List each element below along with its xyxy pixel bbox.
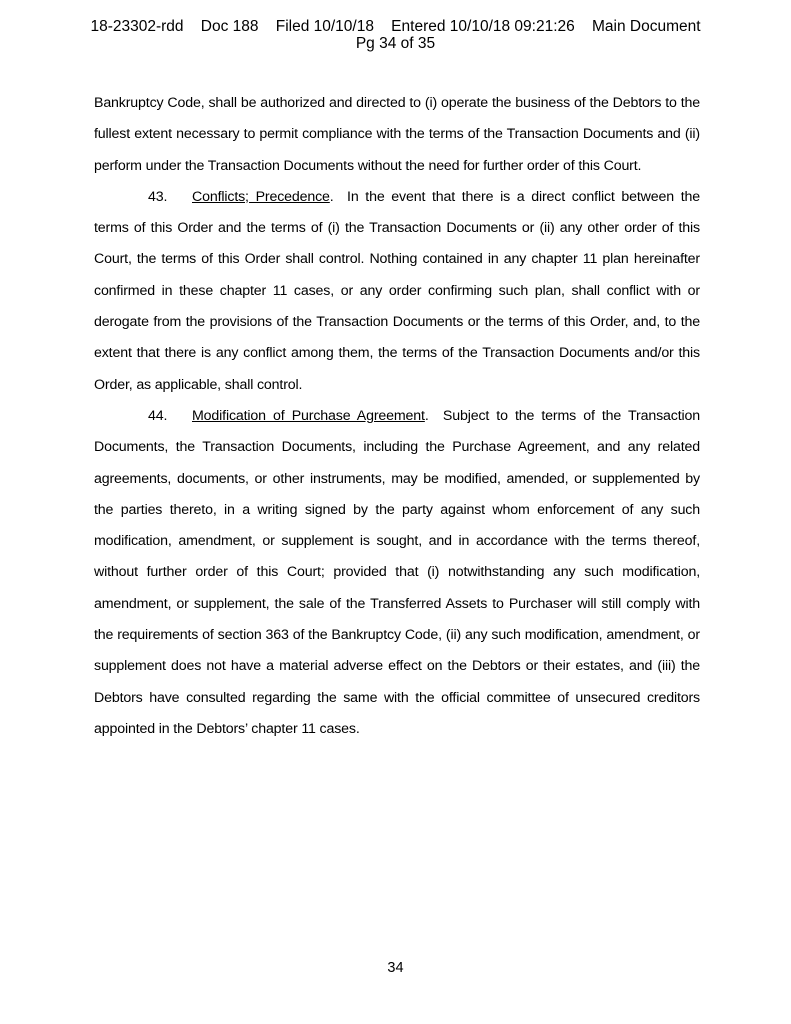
page-number: 34 [387, 960, 404, 976]
paragraph-text: In the event that there is a direct conflict between the terms of this Order and the terms of (i) the Transaction Documents or (ii) any other order of this Court, the terms of this Order shall control. Nothing contained in any chapter 11 plan hereinafter confirmed in these chapter 11 cases, or any order confirming such plan, shall conflict with or derogate from the provisions of the Transaction Documents or the terms of this Order, and, to the extent that there is any conflict among them, the terms of the Transaction Documents and/or this Order, as applicable, shall control. [94, 188, 700, 393]
paragraph-number: 43. [148, 188, 168, 205]
paragraph-text: Subject to the terms of the Transaction Documents, the Transaction Documents, including the Purchase Agreement, and any related agreements, documents, or other instruments, may be modified, amended, or supplemented by the parties thereto, in a writing signed by the party against whom enforcement of any such modification, amendment, or supplement is sought, and in accordance with the terms thereof, without further order of this Court; provided that (i) notwithstanding any such modification, amendment, or supplement, the sale of the Transferred Assets to Purchaser will still comply with the requirements of section 363 of the Bankruptcy Code, (ii) any such modification, amendment, or supplement does not have a material adverse effect on the Debtors or their estates, and (iii) the Debtors have consulted regarding the same with the official committee of unsecured creditors appointed in the Debtors’ chapter 11 cases. [94, 407, 700, 737]
paragraph-44 [94, 401, 700, 745]
docket-header-line-2: Pg 34 of 35 [355, 35, 436, 52]
paragraph-heading: Modification of Purchase Agreement [192, 407, 425, 424]
paragraph-43 [94, 182, 700, 401]
heading-period: . [329, 188, 334, 205]
document-body [94, 88, 700, 745]
docket-header-line-1: 18-23302-rdd Doc 188 Filed 10/10/18 Entered 10/10/18 09:21:26 Main Document [90, 18, 701, 35]
docket-header [0, 18, 791, 52]
paragraph-number: 44. [148, 407, 168, 424]
continuation-paragraph: Bankruptcy Code, shall be authorized and directed to (i) operate the business of the Debtors to the fullest extent necessary to permit compliance with the terms of the Transaction Documents and (ii) perform under the Transaction Documents without the need for further order of this Court. [94, 95, 700, 174]
heading-period: . [424, 407, 429, 424]
paragraph-heading: Conflicts; Precedence [192, 188, 330, 205]
